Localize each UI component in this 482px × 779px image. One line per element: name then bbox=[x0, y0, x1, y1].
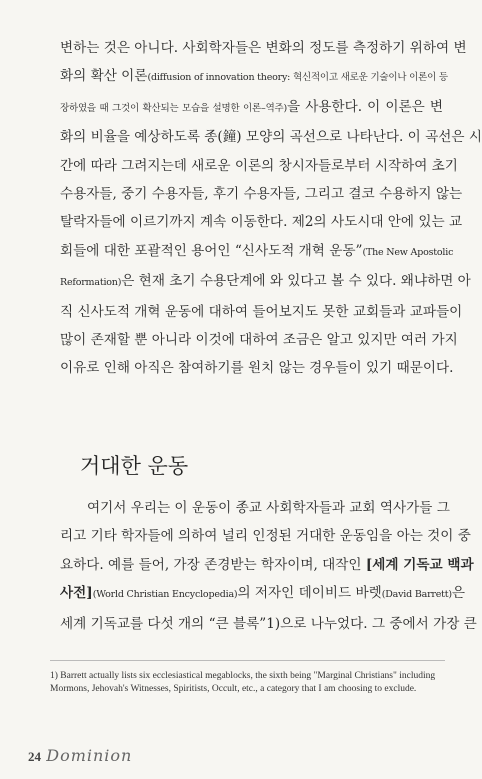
text-segment: 회들에 대한 포괄적인 용어인 “신사도적 개혁 운동” bbox=[60, 242, 363, 259]
text-line bbox=[60, 93, 443, 123]
text-line bbox=[60, 237, 454, 267]
footnote: 1) Barrett actually lists six ecclesiastical megablocks, the sixth being "Marginal Christians" including Mormons, Jehovah's Witnesses, Spiritists, Occult, etc., a category that I am choosing to exclude. bbox=[50, 671, 436, 694]
text-segment: 은 현재 초기 수용단계에 와 있다고 볼 수 있다. 왜냐하면 아 bbox=[121, 273, 471, 290]
text-line: 직 신사도적 개혁 운동에 대하여 들어보지도 못한 교회들과 교파들이 bbox=[60, 303, 463, 320]
text-segment: [세계 기독교 백과 bbox=[365, 556, 474, 573]
text-segment: 사전] bbox=[60, 585, 93, 602]
text-line: 여기서 우리는 이 운동이 종교 사회학자들과 교회 역사가들 그 bbox=[87, 500, 450, 516]
text-segment: (David Barrett) bbox=[381, 589, 452, 601]
text-segment: 요하다. 예를 들어, 가장 존경받는 학자이며, 대작인 bbox=[60, 556, 366, 573]
text-line bbox=[60, 62, 448, 92]
text-line: 리고 기타 학자들에 의하여 널리 인정된 거대한 운동임을 아는 것이 중 bbox=[60, 528, 471, 545]
book-logo: Dominion bbox=[46, 746, 133, 765]
text-segment: 의 저자인 데이비드 바렛 bbox=[237, 585, 382, 602]
text-line bbox=[60, 267, 471, 297]
paragraph-diffusion-theory bbox=[60, 34, 482, 383]
text-line: 많이 존재할 뿐 아니라 이것에 대하여 조금은 알고 있지만 여러 가지 bbox=[60, 332, 458, 349]
text-line: 이유로 인해 아직은 참여하기를 원치 않는 경우들이 있기 때문이다. bbox=[60, 360, 454, 377]
text-line bbox=[60, 551, 474, 579]
text-segment: (diffusion of innovation theory: 혁신적이고 새로운 기술이나 이론이 등 bbox=[147, 72, 448, 84]
text-line: 간에 따라 그려지는데 새로운 이론의 창시자들로부터 시작하여 초기 bbox=[60, 157, 458, 174]
text-line: 세계 기독교를 다섯 개의 “큰 블록”1)으로 나누었다. 그 중에서 가장 큰 bbox=[60, 615, 477, 632]
text-segment: 을 사용한다. 이 이론은 변 bbox=[287, 98, 443, 115]
text-line: 화의 비율을 예상하도록 종(鐘) 모양의 곡선으로 나타난다. 이 곡선은 시 bbox=[60, 129, 482, 146]
text-line: 변하는 것은 아니다. 사회학자들은 변화의 정도를 측정하기 위하여 변 bbox=[60, 40, 467, 56]
text-segment: (World Christian Encyclopedia) bbox=[92, 589, 238, 601]
text-segment: 은 bbox=[451, 585, 466, 602]
text-segment: Reformation) bbox=[60, 277, 122, 289]
text-segment: 화의 확산 이론 bbox=[60, 68, 148, 85]
section-heading: 거대한 운동 bbox=[80, 454, 189, 478]
text-segment: (The New Apostolic bbox=[362, 246, 454, 258]
page-number: 24 bbox=[28, 749, 41, 764]
paragraph-great-movement bbox=[60, 494, 477, 638]
page-footer bbox=[28, 746, 132, 765]
footnote-divider bbox=[50, 660, 445, 661]
text-line: 수용자들, 중기 수용자들, 후기 수용자들, 그리고 결코 수용하지 않는 bbox=[60, 186, 463, 203]
text-segment: 장하였을 때 그것이 확산되는 모습을 설명한 이론–역주) bbox=[60, 102, 288, 114]
text-line: 탈락자들에 이르기까지 계속 이동한다. 제2의 사도시대 안에 있는 교 bbox=[60, 214, 463, 231]
text-line bbox=[60, 579, 466, 609]
